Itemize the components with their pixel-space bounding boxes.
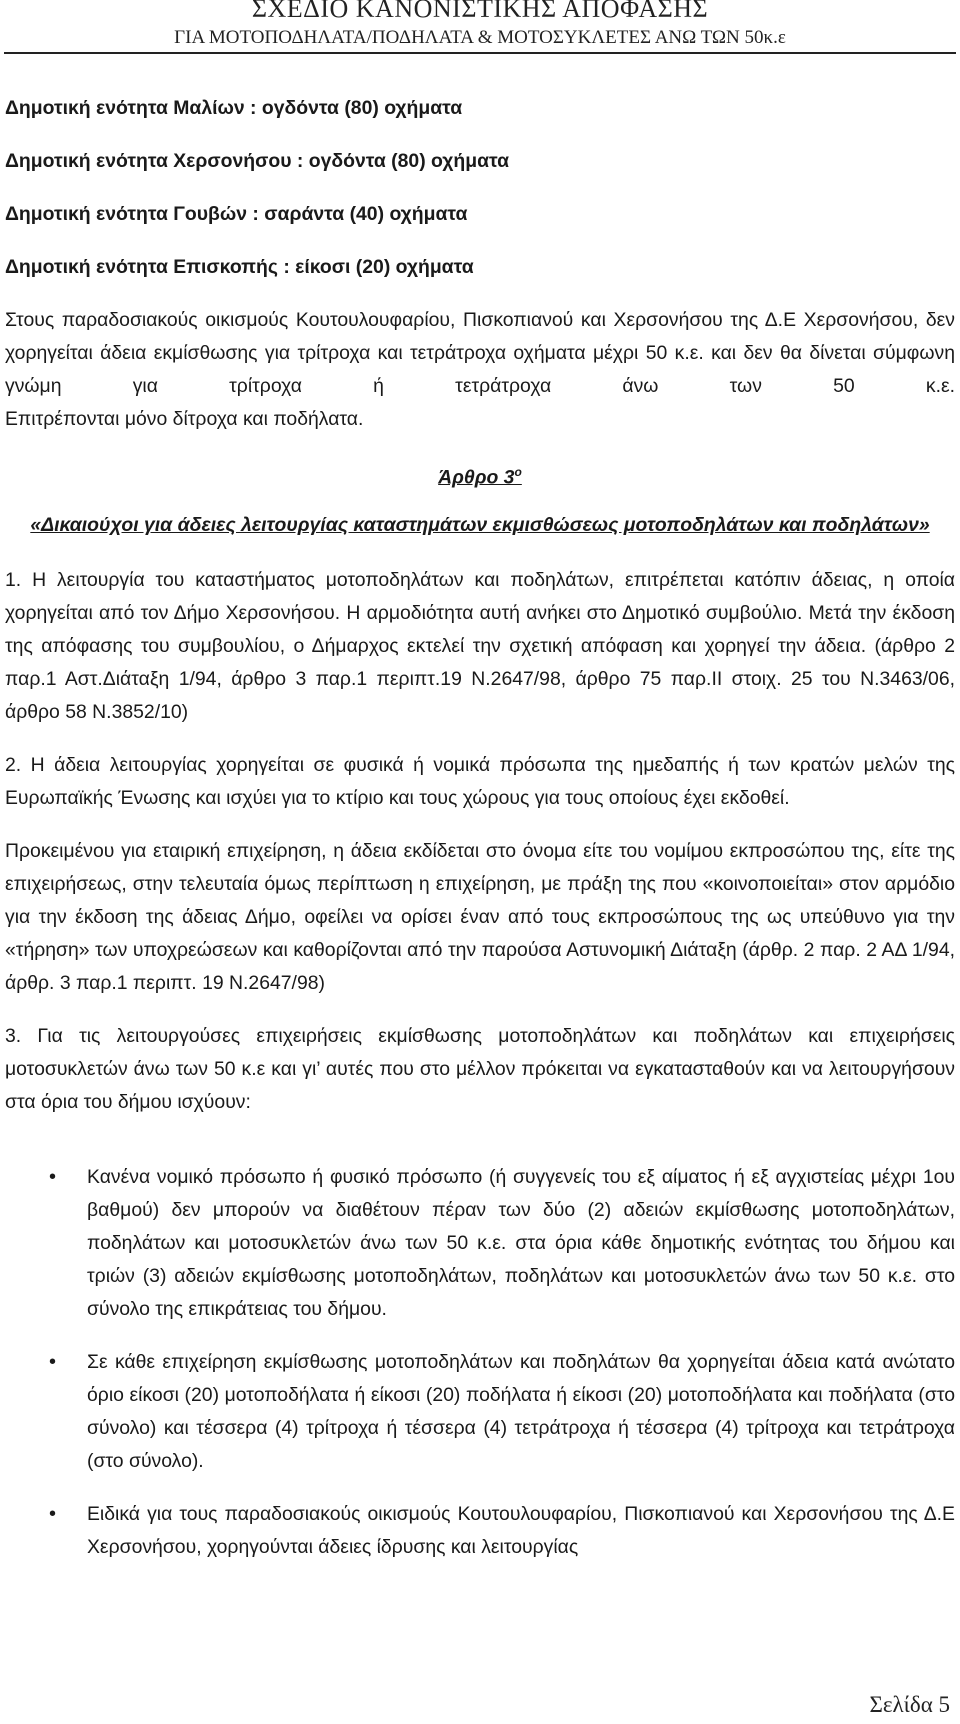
list-item-text: Κανένα νομικό πρόσωπο ή φυσικό πρόσωπο (ή συγγενείς του εξ αίματος ή εξ αγχιστείας μέχρι 1ου βαθμού) δεν μπορούν να διαθέτουν πέραν των δύο (2) αδειών εκμίσθωσης μοτοποδηλάτων, ποδηλάτων και μοτοσυκλετών άνω των 50 κ.ε. στα όρια κάθε δημοτικής ενότητας του δήμου και τριών (3) αδειών εκμίσθωσης μοτοποδηλάτων, ποδηλάτων και μοτοσυκλετών άνω των 50 κ.ε. στο σύνολο της επικράτειας του δήμου. — [87, 1166, 955, 1321]
article-number: Άρθρο 3 — [438, 466, 515, 489]
article-title: «Δικαιούχοι για άδειες λειτουργίας καταστημάτων εκμισθώσεως μοτοποδηλάτων και ποδηλάτων» — [30, 514, 930, 537]
document-subtitle: ΓΙΑ ΜΟΤΟΠΟΔΗΛΑΤΑ/ΠΟΔΗΛΑΤΑ & ΜΟΤΟΣΥΚΛΕΤΕΣ ΑΝΩ ΤΩΝ 50κ.ε — [174, 27, 786, 48]
paragraph-2: 2. Η άδεια λειτουργίας χορηγείται σε φυσικά ή νομικά πρόσωπα της ημεδαπής ή των κρατών μελών της Ευρωπαϊκής Ένωσης και ισχύει για το κτίριο και τους χώρους για τους οποίους έχει εκδοθεί. — [5, 754, 955, 810]
list-item — [5, 1161, 955, 1326]
traditional-settlements-last-line: Επιτρέπονται μόνο δίτροχα και ποδήλατα. — [5, 408, 364, 430]
unit-line-malia: Δημοτική ενότητα Μαλίων : ογδόντα (80) οχήματα — [5, 97, 463, 119]
list-item — [5, 1498, 955, 1564]
unit-line-episkopi: Δημοτική ενότητα Επισκοπής : είκοσι (20) οχήματα — [5, 256, 474, 278]
paragraph-3: 3. Για τις λειτουργούσες επιχειρήσεις εκμίσθωσης μοτοποδηλάτων και ποδηλάτων και επιχειρήσεις μοτοσυκλετών άνω των 50 κ.ε και γι’ αυτές που στο μέλλον πρόκειται να εγκατασταθούν και να λειτουργήσουν στα όρια του δήμου ισχύουν: — [5, 1025, 955, 1114]
bullet-icon: • — [49, 1166, 57, 1189]
unit-line-chersonisos: Δημοτική ενότητα Χερσονήσου : ογδόντα (80) οχήματα — [5, 150, 510, 172]
document-body — [5, 92, 955, 1564]
article-number-sup: ο — [514, 465, 522, 479]
list-item-text: Ειδικά για τους παραδοσιακούς οικισμούς Κουτουλουφαρίου, Πισκοπιανού και Χερσονήσου της Δ.Ε Χερσονήσου, χορηγούνται άδειες ίδρυσης και λειτουργίας — [87, 1503, 955, 1559]
unit-line-gouves: Δημοτική ενότητα Γουβών : σαράντα (40) οχήματα — [5, 203, 468, 225]
bullet-icon: • — [49, 1351, 57, 1374]
conditions-list — [5, 1161, 955, 1564]
paragraph-1: 1. Η λειτουργία του καταστήματος μοτοποδηλάτων και ποδηλάτων, επιτρέπεται κατόπιν άδειας, η οποία χορηγείται από τον Δήμο Χερσονήσου. Η αρμοδιότητα αυτή ανήκει στο Δημοτικό συμβούλιο. Μετά την έκδοση της απόφασης του συμβουλίου, ο Δήμαρχος εκτελεί την σχετική απόφαση και χορηγεί την άδεια. (άρθρο 2 παρ.1 Αστ.Διάταξη 1/94, άρθρο 3 παρ.1 περιπτ.19 Ν.2647/98, άρθρο 75 παρ.ΙΙ στοιχ. 25 του Ν.3463/06, άρθρο 58 Ν.3852/10) — [5, 569, 955, 724]
traditional-settlements-paragraph: Στους παραδοσιακούς οικισμούς Κουτουλουφαρίου, Πισκοπιανού και Χερσονήσου της Δ.Ε Χερσονήσου, δεν χορηγείται άδεια εκμίσθωσης για τρίτροχα και τετράτροχα οχήματα μέχρι 50 κ.ε. και δεν θα δίνεται σύμφωνη γνώμη για τρίτροχα ή τετράτροχα άνω των 50 κ.ε. — [5, 309, 955, 397]
article-heading — [5, 456, 955, 494]
page-header — [0, 0, 960, 50]
page-number: Σελίδα 5 — [869, 1692, 950, 1717]
list-item-text: Σε κάθε επιχείρηση εκμίσθωσης μοτοποδηλάτων και ποδηλάτων θα χορηγείται άδεια κατά ανώτατο όριο είκοσι (20) μοτοποδήλατα ή είκοσι (20) ποδήλατα ή είκοσι (20) μοτοποδήλατα και ποδήλατα (στο σύνολο) και τέσσερα (4) τρίτροχα ή τέσσερα (4) τετράτροχα ή τέσσερα (4) τρίτροχα και τετράτροχα (στο σύνολο). — [87, 1351, 955, 1473]
document-title: ΣΧΕΔΙΟ ΚΑΝΟΝΙΣΤΙΚΗΣ ΑΠΟΦΑΣΗΣ — [251, 0, 709, 23]
header-divider — [4, 52, 956, 54]
bullet-icon: • — [49, 1503, 57, 1526]
paragraph-corporate: Προκειμένου για εταιρική επιχείρηση, η άδεια εκδίδεται στο όνομα είτε του νομίμου εκπροσώπου της, είτε της επιχειρήσεως, στην τελευταία όμως περίπτωση η επιχείρηση, με πράξη της που «κοινοποιείται» στον αρμόδιο για την έκδοση της άδειας Δήμο, οφείλει να ορίσει έναν από τους εκπροσώπους της ως υπεύθυνο για την «τήρηση» των υποχρεώσεων και καθορίζονται από την παρούσα Αστυνομική Διάταξη (άρθρ. 2 παρ. 2 ΑΔ 1/94, άρθρ. 3 παρ.1 περιπτ. 19 Ν.2647/98) — [5, 840, 955, 995]
list-item — [5, 1346, 955, 1478]
